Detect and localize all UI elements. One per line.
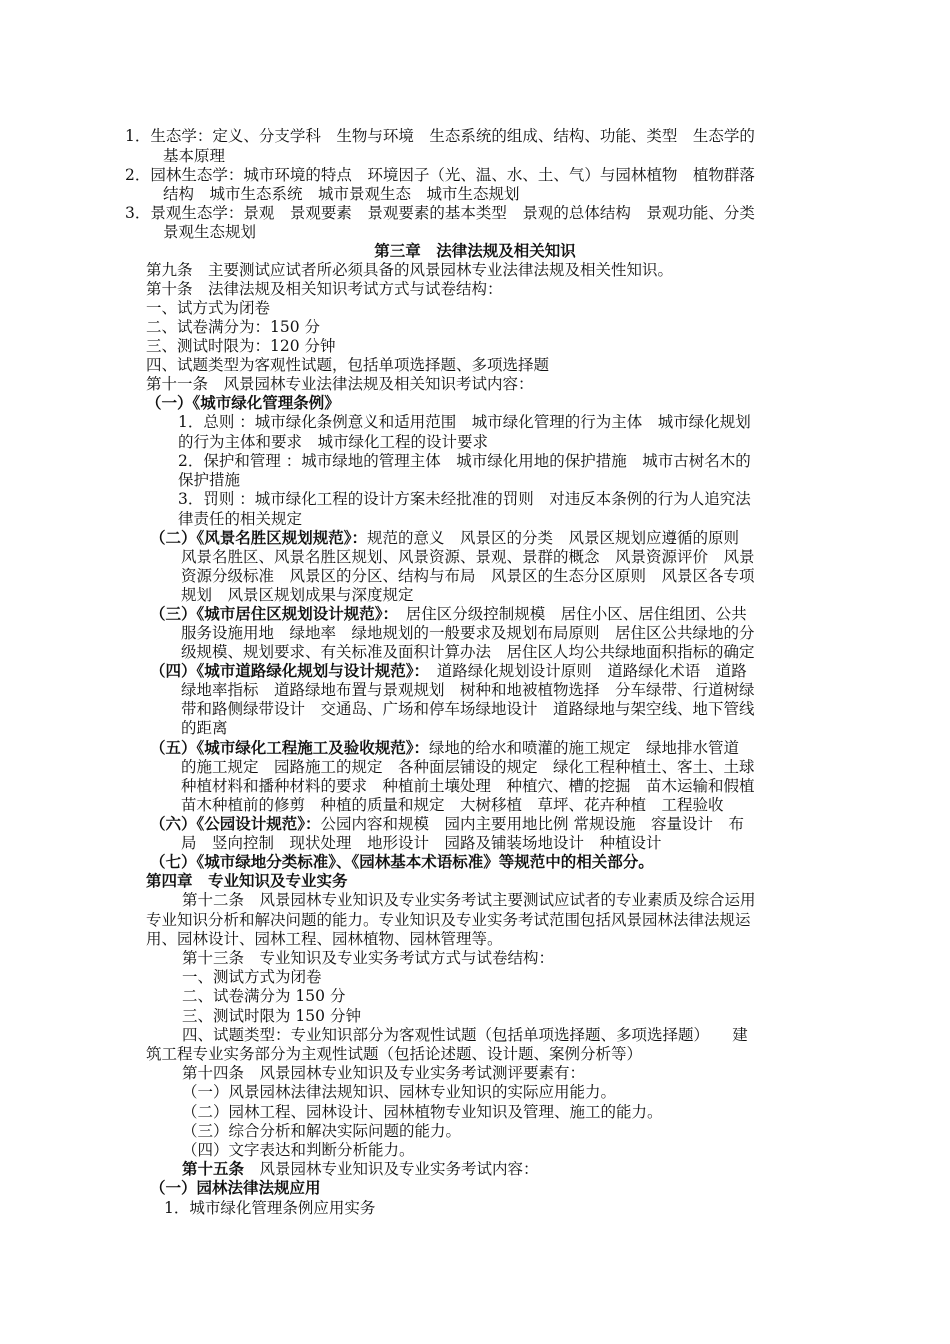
regulation-6-text: 公园内容和规模 园内主要用地比例 常规设施 容量设计 布 <box>320 815 744 833</box>
regulation-3-line: 服务设施用地 绿地率 绿地规划的一般要求及规划布局原则 居住区公共绿地的分 <box>181 624 755 642</box>
article-11: 第十一条 风景园林专业法律法规及相关知识考试内容： <box>146 375 534 393</box>
regulation-6-line: 局 竖向控制 现状处理 地形设计 园路及铺装场地设计 种植设计 <box>181 834 662 852</box>
regulation-1-line: 2．保护和管理 ：城市绿地的管理主体 城市绿化用地的保护措施 城市古树名木的 <box>178 452 751 470</box>
regulation-5-line: 苗木种植前的修剪 种植的质量和规定 大树移植 草坪、花卉种植 工程验收 <box>181 796 724 814</box>
regulation-2-line: 资源分级标准 风景区的分区、结构与布局 风景区的生态分区原则 风景区各专项 <box>181 567 755 585</box>
exam-item-ch4-3: 三、测试时限为 150 分钟 <box>182 1007 361 1025</box>
regulation-1-line: 保护措施 <box>178 471 241 489</box>
regulation-2-text: 规范的意义 风景区的分类 风景区规划应遵循的原则 <box>367 529 740 547</box>
chapter-3-title: 第三章 法律法规及相关知识 <box>374 241 576 260</box>
regulation-5-line: 种植材料和播种材料的要求 种植前土壤处理 种植穴、槽的挖掘 苗木运输和假植 <box>181 777 755 795</box>
exam-item-ch4-2: 二、试卷满分为 150 分 <box>182 987 346 1005</box>
article-10: 第十条 法律法规及相关知识考试方式与试卷结构： <box>146 280 503 298</box>
article-12-line: 专业知识分析和解决问题的能力。专业知识及专业实务考试范围包括风景园林法律法规运 <box>146 911 751 929</box>
article-12-line: 用、园林设计、园林工程、园林植物、园林管理等。 <box>146 930 503 948</box>
article-12-line: 第十二条 风景园林专业知识及专业实务考试主要测试应试者的专业素质及综合运用 <box>182 891 756 909</box>
regulation-3-title: （三）《城市居住区规划设计规范》： <box>150 604 391 623</box>
regulation-2-line: 风景名胜区、风景名胜区规划、风景资源、景观、景群的概念 风景资源评价 风景 <box>181 548 755 566</box>
list-item-ecology-2-cont: 结构 城市生态系统 城市景观生态 城市生态规划 <box>163 185 520 203</box>
regulation-1-line: 律责任的相关规定 <box>178 510 303 528</box>
regulation-4-line: 带和路侧绿带设计 交通岛、广场和停车场绿地设计 道路绿地与架空线、地下管线 <box>181 700 755 718</box>
regulation-4-line-1 <box>150 661 747 681</box>
regulation-7: （七）《城市绿地分类标准》、《园林基本术语标准》等规范中的相关部分。 <box>150 852 654 871</box>
article-15-label: 第十五条 <box>182 1159 245 1178</box>
regulation-4-line: 绿地率指标 道路绿地布置与景观规划 树种和地被植物选择 分车绿带、行道树绿 <box>181 681 755 699</box>
exam-item-1: 一、试方式为闭卷 <box>146 299 271 317</box>
article-15-text: 风景园林专业知识及专业实务考试内容： <box>244 1160 539 1178</box>
article-14-item: （四）文字表达和判断分析能力。 <box>182 1141 415 1159</box>
list-item-ecology-3: 3．景观生态学：景观 景观要素 景观要素的基本类型 景观的总体结构 景观功能、分类 <box>125 204 755 222</box>
regulation-2-line: 规划 风景区规划成果与深度规定 <box>181 586 414 604</box>
exam-item-2: 二、试卷满分为：150 分 <box>146 318 321 336</box>
article-14: 第十四条 风景园林专业知识及专业实务考试测评要素有： <box>182 1064 586 1082</box>
section-1-title: （一）园林法律法规应用 <box>150 1178 321 1197</box>
regulation-2-line-1 <box>150 528 739 548</box>
regulation-1-title: （一）《城市绿化管理条例》 <box>146 393 340 412</box>
list-item-ecology-1: 1．生态学：定义、分支学科 生物与环境 生态系统的组成、结构、功能、类型 生态学的 <box>125 127 755 145</box>
exam-item-3: 三、测试时限为：120 分钟 <box>146 337 336 355</box>
article-15 <box>182 1159 539 1179</box>
regulation-5-text: 绿地的给水和喷灌的施工规定 绿地排水管道 <box>429 739 740 757</box>
exam-item-4: 四、试题类型为客观性试题，包括单项选择题、多项选择题 <box>146 356 550 374</box>
article-13: 第十三条 专业知识及专业实务考试方式与试卷结构： <box>182 949 555 967</box>
exam-item-ch4-4: 四、试题类型：专业知识部分为客观性试题（包括单项选择题、多项选择题） 建 <box>182 1026 748 1044</box>
regulation-4-title: （四）《城市道路绿化规划与设计规范》： <box>150 661 422 680</box>
chapter-4-title: 第四章 专业知识及专业实务 <box>146 871 348 890</box>
article-9: 第九条 主要测试应试者所必须具备的风景园林专业法律法规及相关性知识。 <box>146 261 674 279</box>
regulation-5-line-1 <box>150 738 739 758</box>
list-item-ecology-1-cont: 基本原理 <box>163 147 226 165</box>
section-1-item-1: 1．城市绿化管理条例应用实务 <box>164 1199 376 1217</box>
article-14-item: （二）园林工程、园林设计、园林植物专业知识及管理、施工的能力。 <box>182 1103 663 1121</box>
regulation-4-line: 的距离 <box>181 719 228 737</box>
regulation-6-title: （六）《公园设计规范》： <box>150 814 321 833</box>
article-14-item: （三）综合分析和解决实际问题的能力。 <box>182 1122 462 1140</box>
list-item-ecology-2: 2．园林生态学：城市环境的特点 环境因子（光、温、水、土、气）与园林植物 植物群落 <box>125 166 755 184</box>
list-item-ecology-3-cont: 景观生态规划 <box>163 223 257 241</box>
regulation-1-line: 1．总则 ：城市绿化条例意义和适用范围 城市绿化管理的行为主体 城市绿化规划 <box>178 413 751 431</box>
regulation-1-line: 3．罚则 ：城市绿化工程的设计方案未经批准的罚则 对违反本条例的行为人追究法 <box>178 490 751 508</box>
regulation-5-line: 的施工规定 园路施工的规定 各种面层铺设的规定 绿化工程种植土、客土、土球 <box>181 758 755 776</box>
regulation-3-line-1 <box>150 604 747 624</box>
regulation-3-text: 居住区分级控制规模 居住小区、居住组团、公共 <box>390 605 747 623</box>
regulation-3-line: 级规模、规划要求、有关标准及面积计算办法 居住区人均公共绿地面积指标的确定 <box>181 643 755 661</box>
article-14-item: （一）风景园林法律法规知识、园林专业知识的实际应用能力。 <box>182 1083 617 1101</box>
regulation-4-text: 道路绿化规划设计原则 道路绿化术语 道路 <box>421 662 747 680</box>
regulation-1-line: 的行为主体和要求 城市绿化工程的设计要求 <box>178 433 489 451</box>
regulation-2-title: （二）《风景名胜区规划规范》： <box>150 528 368 547</box>
exam-item-ch4-1: 一、测试方式为闭卷 <box>182 968 322 986</box>
exam-item-ch4-4-cont: 筑工程专业实务部分为主观性试题（包括论述题、设计题、案例分析等） <box>146 1045 643 1063</box>
regulation-6-line-1 <box>150 814 744 834</box>
regulation-5-title: （五）《城市绿化工程施工及验收规范》： <box>150 738 430 757</box>
